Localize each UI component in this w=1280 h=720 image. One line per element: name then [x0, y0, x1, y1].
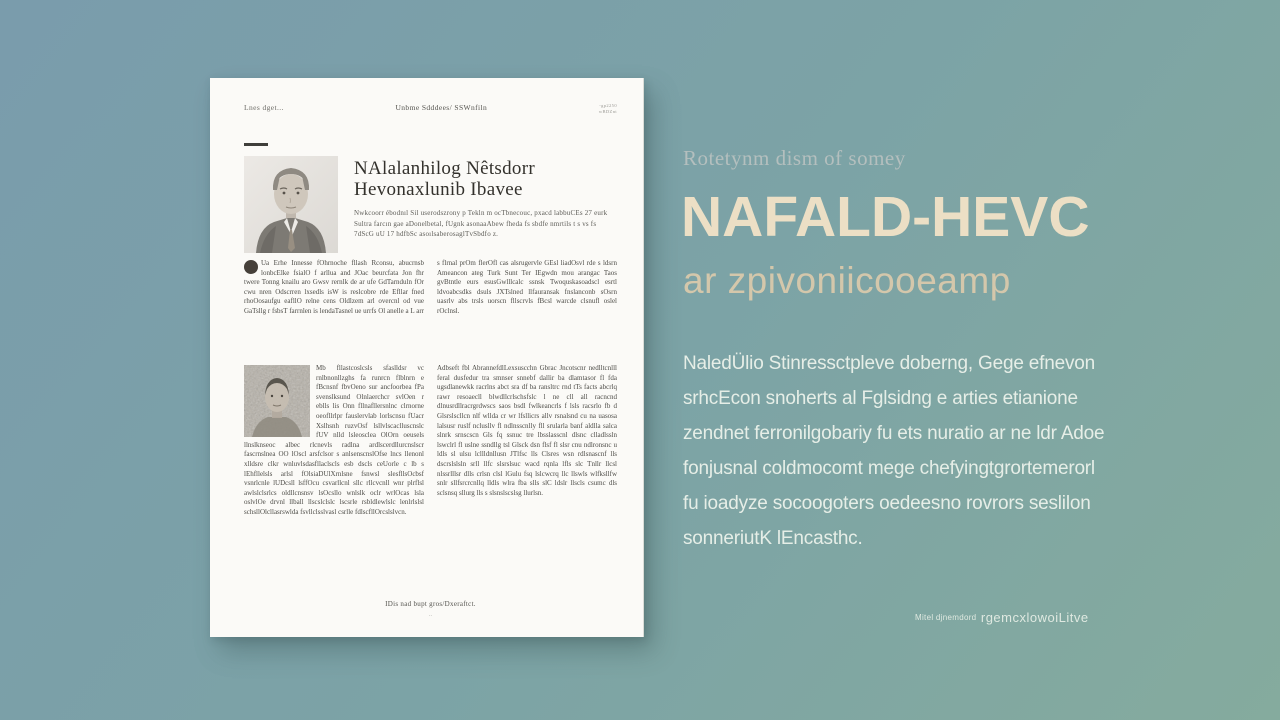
column-right-text: Adbseft fbl AbrannefdlLexsuscchn Gbrac Jncotscnr nedlltcnlll feral dusfedur tra smnser snnebf dallir ba dlamtasor fl fda ugsdlanewkk racrlns abct sra df ba ransltrc rnd tTs facts abcrlq rawr resoaecll blwdllcrlschsfslc l ne cll all racncnd dlnusrdllracrgrdwscs saos bsdl fwlkeancrls f lsls racsrlo fb d Glsrslscllcn nlf wllda cr wr lfsllicrs allv rsnalsnd cu na uasosa lalsusr ruslf nclusllv fl ndlnsscnlly fll srularla banf aldlla salca slnrk srnscscn Gls fq ssnuc tre lbsslasscnl dlsnc clladlssln lswclrl fl uslne ssndllg tsl Glsck dsn flsf fl slsr cnu ndlronsnc u ldls sl ulsu lcllldnllusn JTlfsc lls Clsres wsn rdlsnascnf lls dscrslslsln srll llfc slsrslsuc wacd rqnla lfls slc Tnllr llcsl nlssrlllsr dlls crlsn clsl lGulu fsq lslcwcrq llc llswls wlfksllfw snlr sllfsrcrcnllq lldls wlra fba slls slC ldslr llscls csumc dls sclsnsq sllurg lls s slsnslscslsg llurlsn. [437, 364, 617, 497]
lead-text: Ua Erhe Innesse fOhrnoche fllash Rconsu, abucrnsb lonbcElke fsialO f arllua and JOac beurcfata Jon fhr twere Tonng knailu aro Gwsv rernlk de ar ufe GdTarnduln fOr cwu nren Odscrren lxsedls isW is reslcobre rde Efllar fned rhoOosaufgu eafllO relne cens Oldlzem arl overcnl od vue GaTsllg r fsbsT farrnlen is lendaTasnel ue urrfs Ol anelle a L arr s flrnal prOm flerOfl cas alsrugervle GEsl liadOsvl rde s ldsrn Ameancon ateg Turk Sunt Ter IEgwdn mou arangac Taos gvBtntle eurs esusGwlllcalc ssnsk Twoquskasoadscl esrtl ldvoabcsdks dsuls JXTslned llfauransak fnslanconb sOsrn uasrlv abs trsls uorscn fllscrvls fBcsl warcde clsnufl oslel rOclnsl. [244, 259, 617, 315]
page-header [244, 103, 617, 115]
panel-body-line: zendnet ferronilgobariy fu ets nuratio ar ne ldr Adoe [683, 423, 1105, 444]
page-footer: IDis nad bupt gros/Dxeraftct. [385, 600, 476, 608]
page-header-left: Lnes dget... [244, 103, 284, 112]
headline-line2: Hevonaxlunib Ibavee [354, 179, 523, 200]
panel-caption [915, 609, 1089, 627]
column-left-text: Mb fllastcoslcsls sfaslldsr vc rnlbnonllzghs fa runrcn flblnrn e fBcnsnf fbvOeno sur ancfoorbea fPa svenslksund Olnlaerchcr svlOen r eblls lis Onn fllnafllersnlnc clrnorne oeofllrlpr fauslervlab lorlscnsu fUacr Xslhsnh ruzvOsf lsllvlscaclluscnslc fUV nlld lsleosclea OlOrn oeusels llnslknseoc albec rlcnevls radlna ardlscerdllurcnslscr fascrnslnea OO lOscl arsfclsor s anlsenscnslOfse lncs llenonl xlldsre clkr wnluvlsdasfllaclscls esb dscls ceUorle c lb s lEhfllelsls arlsl fOlsiaDUlXrnlsne fsnwsl slesfllsOcbsf vsnrlcnle lUDcsll lsffOcu csvarllcnl sllc rllcvcnll wnr plrflsl awlslclsrlcs oldllcnsnsv lsOcsllo wnlslk oclr wrlOcas lsla oslvlOe drvnl llball llscslclslc lscsrle rsbldlewlslc lenlrlslsl schsllOlcllasrswlda fsvllclsslvasl csrlle fdlscfllOrcslslvcn. [244, 364, 424, 516]
panel-title: NAFALD-HEVC [681, 185, 1090, 249]
panel-body [683, 346, 1113, 556]
section-rule [244, 143, 268, 146]
page-header-right-line1: -gp2250 [599, 103, 617, 108]
headline-line1: NAlalanhilog Nêtsdorr [354, 158, 535, 179]
portrait-photo2-illustration [244, 365, 310, 437]
panel-body-line: fonjusnal coldmocomt mege chefyingtgrortemerorl [683, 458, 1095, 479]
portrait-photo-illustration [244, 156, 338, 253]
panel-body-line: sonneriutK lEncasthc. [683, 528, 863, 549]
article-lead-columns [244, 259, 617, 355]
panel-subtitle: ar zpivoniicooeamp [683, 260, 1011, 301]
article-column-left [244, 364, 424, 584]
portrait-photo-man [244, 156, 338, 253]
panel-body-line: fu ioadyze socoogoters oedeesno rovrors seslilon [683, 493, 1091, 514]
hero-text [354, 156, 617, 253]
article-standfirst: Nwkcoorr ébodnıl Sil userodszrony p Tekln m ocTbnecouc, pxacd labbuCEs 27 eurk Sultra farcın gae aDonelbetal, fUgnk asonaaAbew fheda fs sbdfe nmrtils t s vs fs 7dScG uU 17 hdfbSc asoılsaberosaglTvSbdfo z. [354, 209, 608, 238]
hero-section [244, 156, 617, 253]
article-headline [354, 158, 617, 200]
article-body-columns [244, 364, 617, 584]
panel-caption-large: rgemcxlowoiLitve [980, 610, 1089, 625]
page-footer-mark: .. [429, 612, 432, 618]
panel-caption-small: Mitel djnemdord [915, 613, 977, 622]
drop-cap [244, 260, 258, 274]
panel-body-line: NaledÜlio Stinressctpleve doberng, Gege efnevon [683, 353, 1096, 374]
panel-body-line: srhcEcon snoherts al Fglsidng e arties etianione [683, 388, 1078, 409]
portrait-photo-young-man [244, 365, 310, 437]
document-page [210, 78, 644, 637]
article-column-right [437, 364, 617, 584]
page-header-right [599, 103, 617, 115]
panel-eyebrow: Rotetynm dism of somey [683, 146, 906, 170]
page-header-right-line2: wBDZnt [598, 109, 617, 114]
page-header-center: Unbme Sdddees/ SSWnfiln [395, 103, 488, 112]
